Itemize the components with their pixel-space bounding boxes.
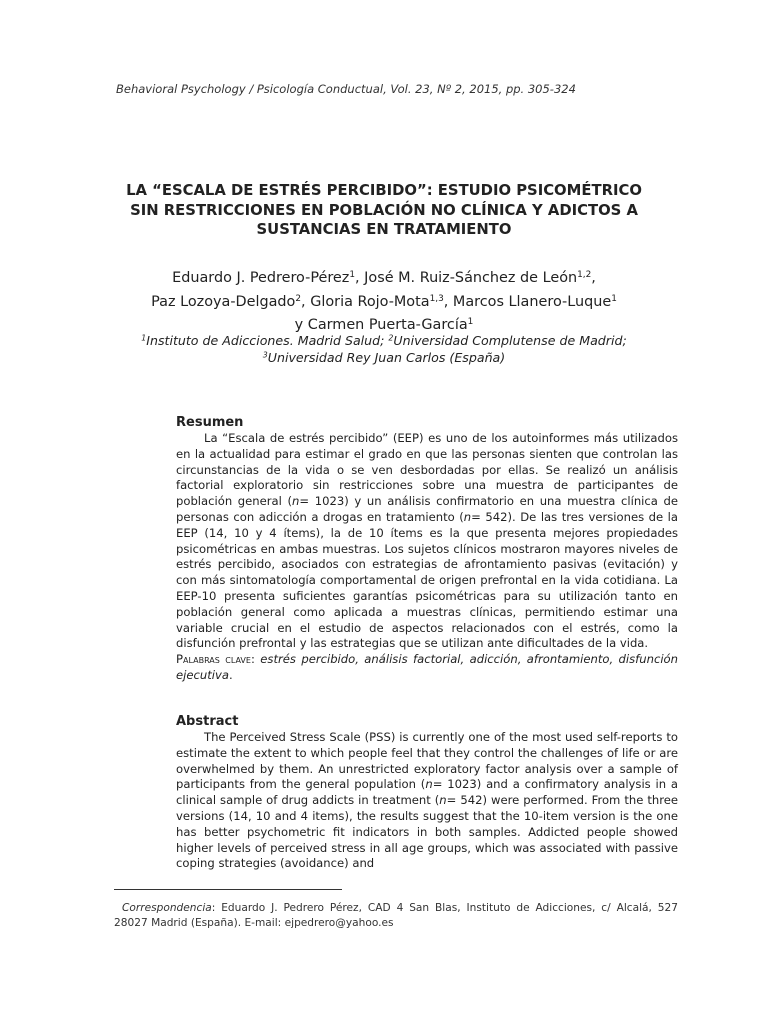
resumen-section: [176, 414, 678, 684]
correspondence-footnote: [114, 901, 678, 931]
author-affil-sup: 1,3: [429, 293, 444, 304]
author-line: y Carmen Puerta-García$^1$: [294, 317, 474, 333]
title-line: SIN RESTRICCIONES EN POBLACIÓN NO CLÍNICA Y ADICTOS A: [130, 201, 638, 219]
abstract-section: [176, 713, 678, 872]
author-list: [40, 267, 728, 338]
resumen-heading: Resumen: [176, 415, 244, 430]
journal-citation: Behavioral Psychology / Psicología Conductual, Vol. 23, Nº 2, 2015, pp. 305-324: [116, 82, 576, 96]
affiliation-line: [40, 332, 728, 349]
title-line: SUSTANCIAS EN TRATAMIENTO: [256, 221, 512, 238]
affil-sup: 1: [141, 333, 147, 343]
footnote-label: Correspondencia: [122, 902, 212, 914]
resumen-paragraph: La “Escala de estrés percibido” (EEP) es uno de los autoinformes más utilizados en la actualidad para estimar el grado en que las personas sienten que controlan las circunstancias de la vida o se ven desbordadas por ellas. Se realizó un análisis factorial exploratorio sin restricciones sobre una muestra de participantes de población general (n= 1023) y un análisis confirmatorio en una muestra clínica de personas con adicción a drogas en tratamiento (n= 542). De las tres versiones de la EEP (14, 10 y 4 ítems), la de 10 ítems es la que presenta mejores propiedades psicométricas en ambas muestras. Los sujetos clínicos mostraron mayores niveles de estrés percibido, asociados con estrategias de afrontamiento pasivas (evitación) y con más sintomatología comportamental de origen prefrontal en la vida cotidiana. La EEP-10 presenta suficientes garantías psicométricas para su utilización tanto en población general como aplicada a muestras clínicas, permitiendo estimar una variable crucial en el estudio de aspectos relacionados con el estrés, como la disfunción prefrontal y las estrategias que se utilizan ante dificultades de la vida.: [176, 431, 678, 651]
author-name: Marcos Llanero-Luque: [452, 293, 612, 310]
author-name: Gloria Rojo-Mota: [310, 293, 430, 310]
keywords-list: estrés percibido, análisis factorial, adicción, afrontamiento, disfunción ejecutiva: [176, 652, 678, 682]
author-name: José M. Ruiz-Sánchez de León: [364, 270, 578, 286]
affil-sup: 3: [262, 350, 268, 360]
footnote-rule: [114, 889, 342, 890]
title-line: LA “ESCALA DE ESTRÉS PERCIBIDO”: ESTUDIO PSICOMÉTRICO: [126, 182, 642, 199]
abstract-paragraph: The Perceived Stress Scale (PSS) is currently one of the most used self-reports to estimate the extent to which people feel that they control the challenges of life or are overwhelmed by them. An unrestricted exploratory factor analysis over a sample of participants from the general population (n= 1023) and a confirmatory analysis in a clinical sample of drug addicts in treatment (n= 542) were performed. From the three versions (14, 10 and 4 items), the results suggest that the 10-item version is the one has better psychometric fit indicators in both samples. Addicted people showed higher levels of perceived stress in all age groups, which was associated with passive coping strategies (avoidance) and: [176, 730, 678, 871]
abstract-heading: Abstract: [176, 714, 239, 729]
author-affil-sup: 2: [295, 293, 302, 304]
affiliation-text: Universidad Rey Juan Carlos (España): [267, 350, 506, 365]
author-name: Paz Lozoya-Delgado: [151, 293, 296, 310]
author-affil-sup: 1: [349, 270, 356, 281]
author-line: Eduardo J. Pedrero-Pérez$^1$, José M. Ruiz-Sánchez de León$^{1,2}$,: [172, 270, 596, 286]
author-line: Paz Lozoya-Delgado$^2$, Gloria Rojo-Mota$^{1,3}$, Marcos Llanero-Luque$^1$: [151, 293, 617, 310]
resumen-keywords: Palabras clave: estrés percibido, análisis factorial, adicción, afrontamiento, disfunción ejecutiva.: [176, 652, 678, 682]
affiliation-line: [40, 349, 728, 366]
author-affil-sup: 1,2: [577, 270, 592, 281]
author-affil-sup: 1: [467, 317, 474, 328]
author-name: Carmen Puerta-García: [307, 317, 468, 333]
affil-sup: 2: [388, 333, 394, 343]
affiliation-text: Instituto de Adicciones. Madrid Salud;: [146, 333, 385, 348]
footnote-text: : Eduardo J. Pedrero Pérez, CAD 4 San Blas, Instituto de Adicciones, c/ Alcalá, 527 28027 Madrid (España). E-mail: ejpedrero@yahoo.es: [114, 902, 678, 929]
author-name: Eduardo J. Pedrero-Pérez: [172, 270, 350, 286]
paper-title: [60, 181, 708, 240]
affiliation-text: Universidad Complutense de Madrid;: [393, 333, 627, 348]
author-affil-sup: 1: [611, 293, 617, 304]
keywords-label: Palabras clave:: [176, 652, 255, 667]
affiliations: [40, 332, 728, 366]
